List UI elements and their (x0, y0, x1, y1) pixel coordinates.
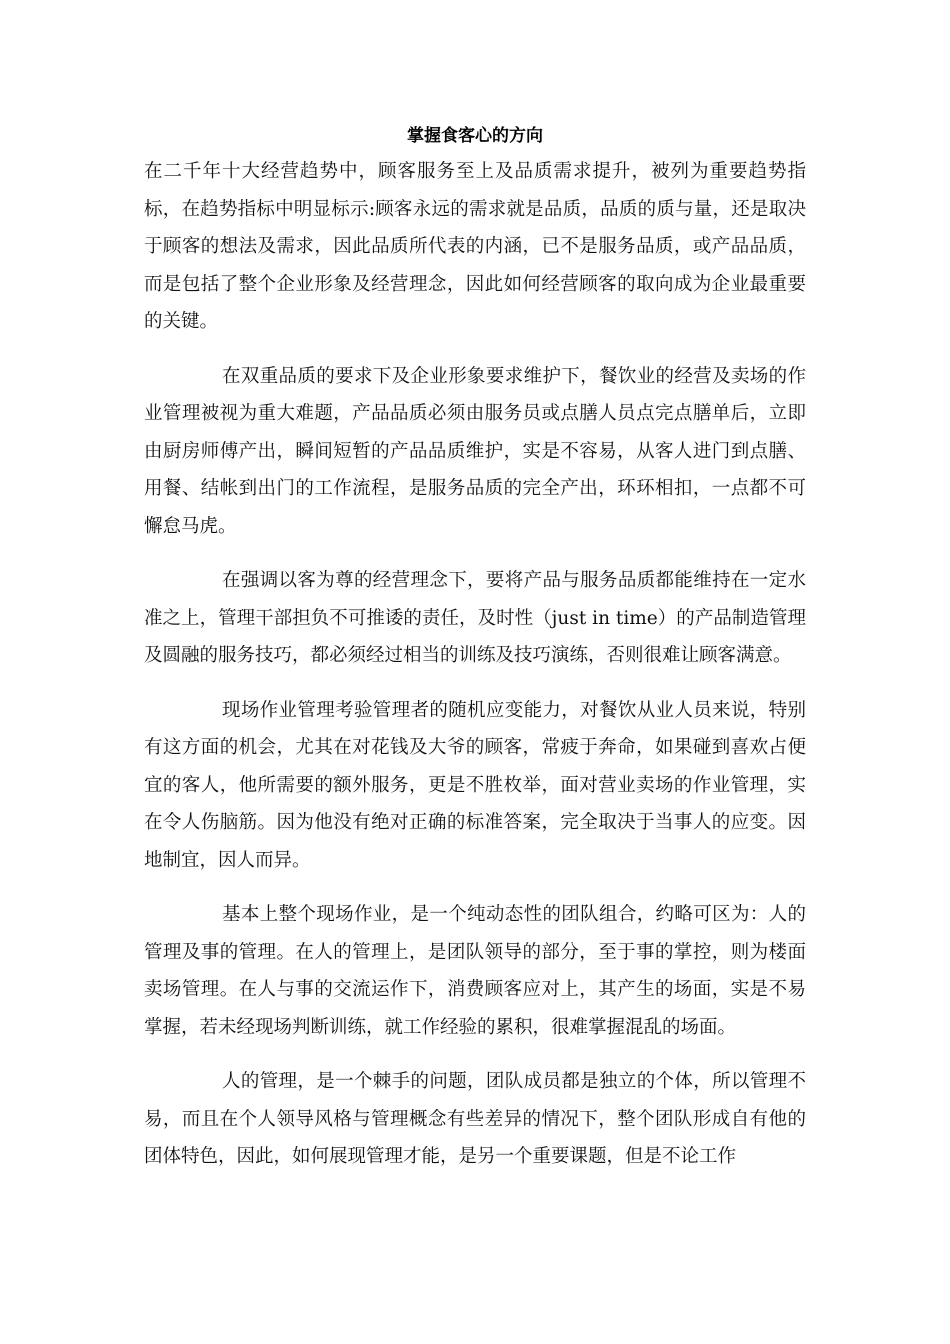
paragraph-6: 人的管理，是一个棘手的问题，团队成员都是独立的个体，所以管理不易，而且在个人领导风格与管理概念有些差异的情况下，整个团队形成自有他的团体特色，因此，如何展现管理才能，是另一个重要课题，但是不论工作 (144, 1071, 806, 1167)
paragraph-4: 现场作业管理考验管理者的随机应变能力，对餐饮从业人员来说，特别有这方面的机会，尤其在对花钱及大爷的顾客，常疲于奔命，如果碰到喜欢占便宜的客人，他所需要的额外服务，更是不胜枚举，面对营业卖场的作业管理，实在令人伤脑筋。因为他没有绝对正确的标准答案，完全取决于当事人的应变。因地制宜，因人而异。 (144, 699, 806, 871)
paragraph-5: 基本上整个现场作业，是一个纯动态性的团队组合，约略可区为：人的管理及事的管理。在人的管理上，是团队领导的部分，至于事的掌控，则为楼面卖场管理。在人与事的交流运作下，消费顾客应对上，其产生的场面，实是不易掌握，若未经现场判断训练，就工作经验的累积，很难掌握混乱的场面。 (144, 904, 806, 1038)
document-body (144, 153, 806, 1176)
document-title: 掌握食客心的方向 (407, 126, 543, 146)
paragraph-1: 在二千年十大经营趋势中，顾客服务至上及品质需求提升，被列为重要趋势指标，在趋势指标中明显标示:顾客永远的需求就是品质，品质的质与量，还是取决于顾客的想法及需求，因此品质所代表的内涵，已不是服务品质，或产品品质，而是包括了整个企业形象及经营理念，因此如何经营顾客的取向成为企业最重要的关键。 (144, 161, 806, 332)
paragraph-3: 在强调以客为尊的经营理念下，要将产品与服务品质都能维持在一定水准之上，管理干部担负不可推诿的责任，及时性（just in time）的产品制造管理及圆融的服务技巧，都必须经过相当的训练及技巧演练，否则很难让顾客满意。 (144, 570, 806, 666)
paragraph-2: 在双重品质的要求下及企业形象要求维护下，餐饮业的经营及卖场的作业管理被视为重大难题，产品品质必须由服务员或点膳人员点完点膳单后，立即由厨房师傅产出，瞬间短暂的产品品质维护，实是不容易，从客人进门到点膳、用餐、结帐到出门的工作流程，是服务品质的完全产出，环环相扣，一点都不可懈怠马虎。 (144, 365, 806, 537)
